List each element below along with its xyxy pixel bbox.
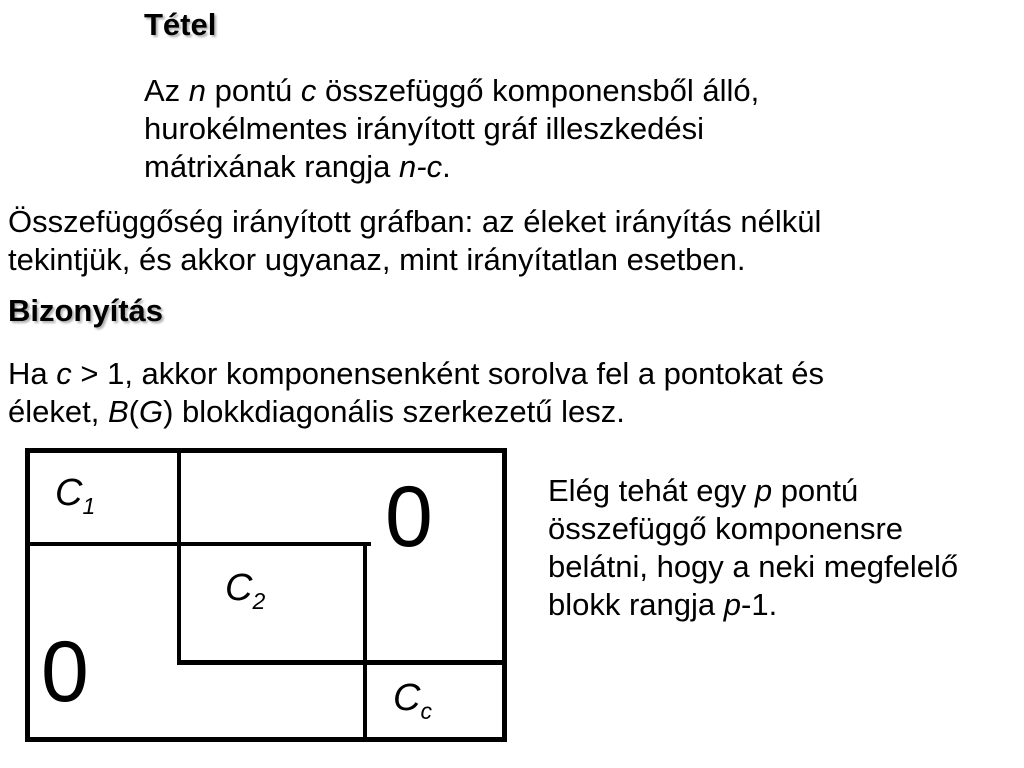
matrix-divider-horizontal-2 (177, 660, 507, 665)
title-heading: Tétel (144, 7, 217, 42)
proof-heading: Bizonyítás (8, 293, 164, 328)
zero-block-bottom-left: 0 (41, 624, 89, 720)
matrix-outer-border (25, 448, 507, 742)
block-label-cc (393, 677, 432, 724)
matrix-divider-vertical-2 (363, 542, 367, 742)
block-label-c2 (225, 567, 266, 614)
block-label-c1-subscript: 1 (82, 493, 96, 519)
block-label-c2-subscript: 2 (252, 588, 266, 614)
connectivity-paragraph: Összefüggőség irányított gráfban: az éleket irányítás nélkül tekintjük, és akkor ugyanaz, mint irányítatlan esetben. (8, 204, 822, 277)
note-paragraph: Elég tehát egy p pontú összefüggő komponensre belátni, hogy a neki megfelelő blokk rangja p-1. (548, 473, 959, 622)
block-label-c1-base: C (55, 472, 83, 514)
block-matrix-diagram (25, 448, 507, 742)
theorem-paragraph: Az n pontú c összefüggő komponensből álló, hurokélmentes irányított gráf illeszkedési mátrixának rangja n-c. (144, 73, 760, 184)
zero-block-top-right: 0 (385, 469, 433, 565)
matrix-divider-vertical-1 (177, 448, 181, 665)
block-label-cc-base: C (393, 677, 421, 719)
proof-paragraph: Ha c > 1, akkor komponensenként sorolva fel a pontokat és éleket, B(G) blokkdiagonális szerkezetű lesz. (8, 356, 824, 429)
block-label-c2-base: C (225, 567, 253, 609)
block-label-c1 (55, 472, 96, 519)
matrix-divider-horizontal-1 (25, 542, 371, 546)
block-label-cc-subscript: c (420, 698, 432, 724)
